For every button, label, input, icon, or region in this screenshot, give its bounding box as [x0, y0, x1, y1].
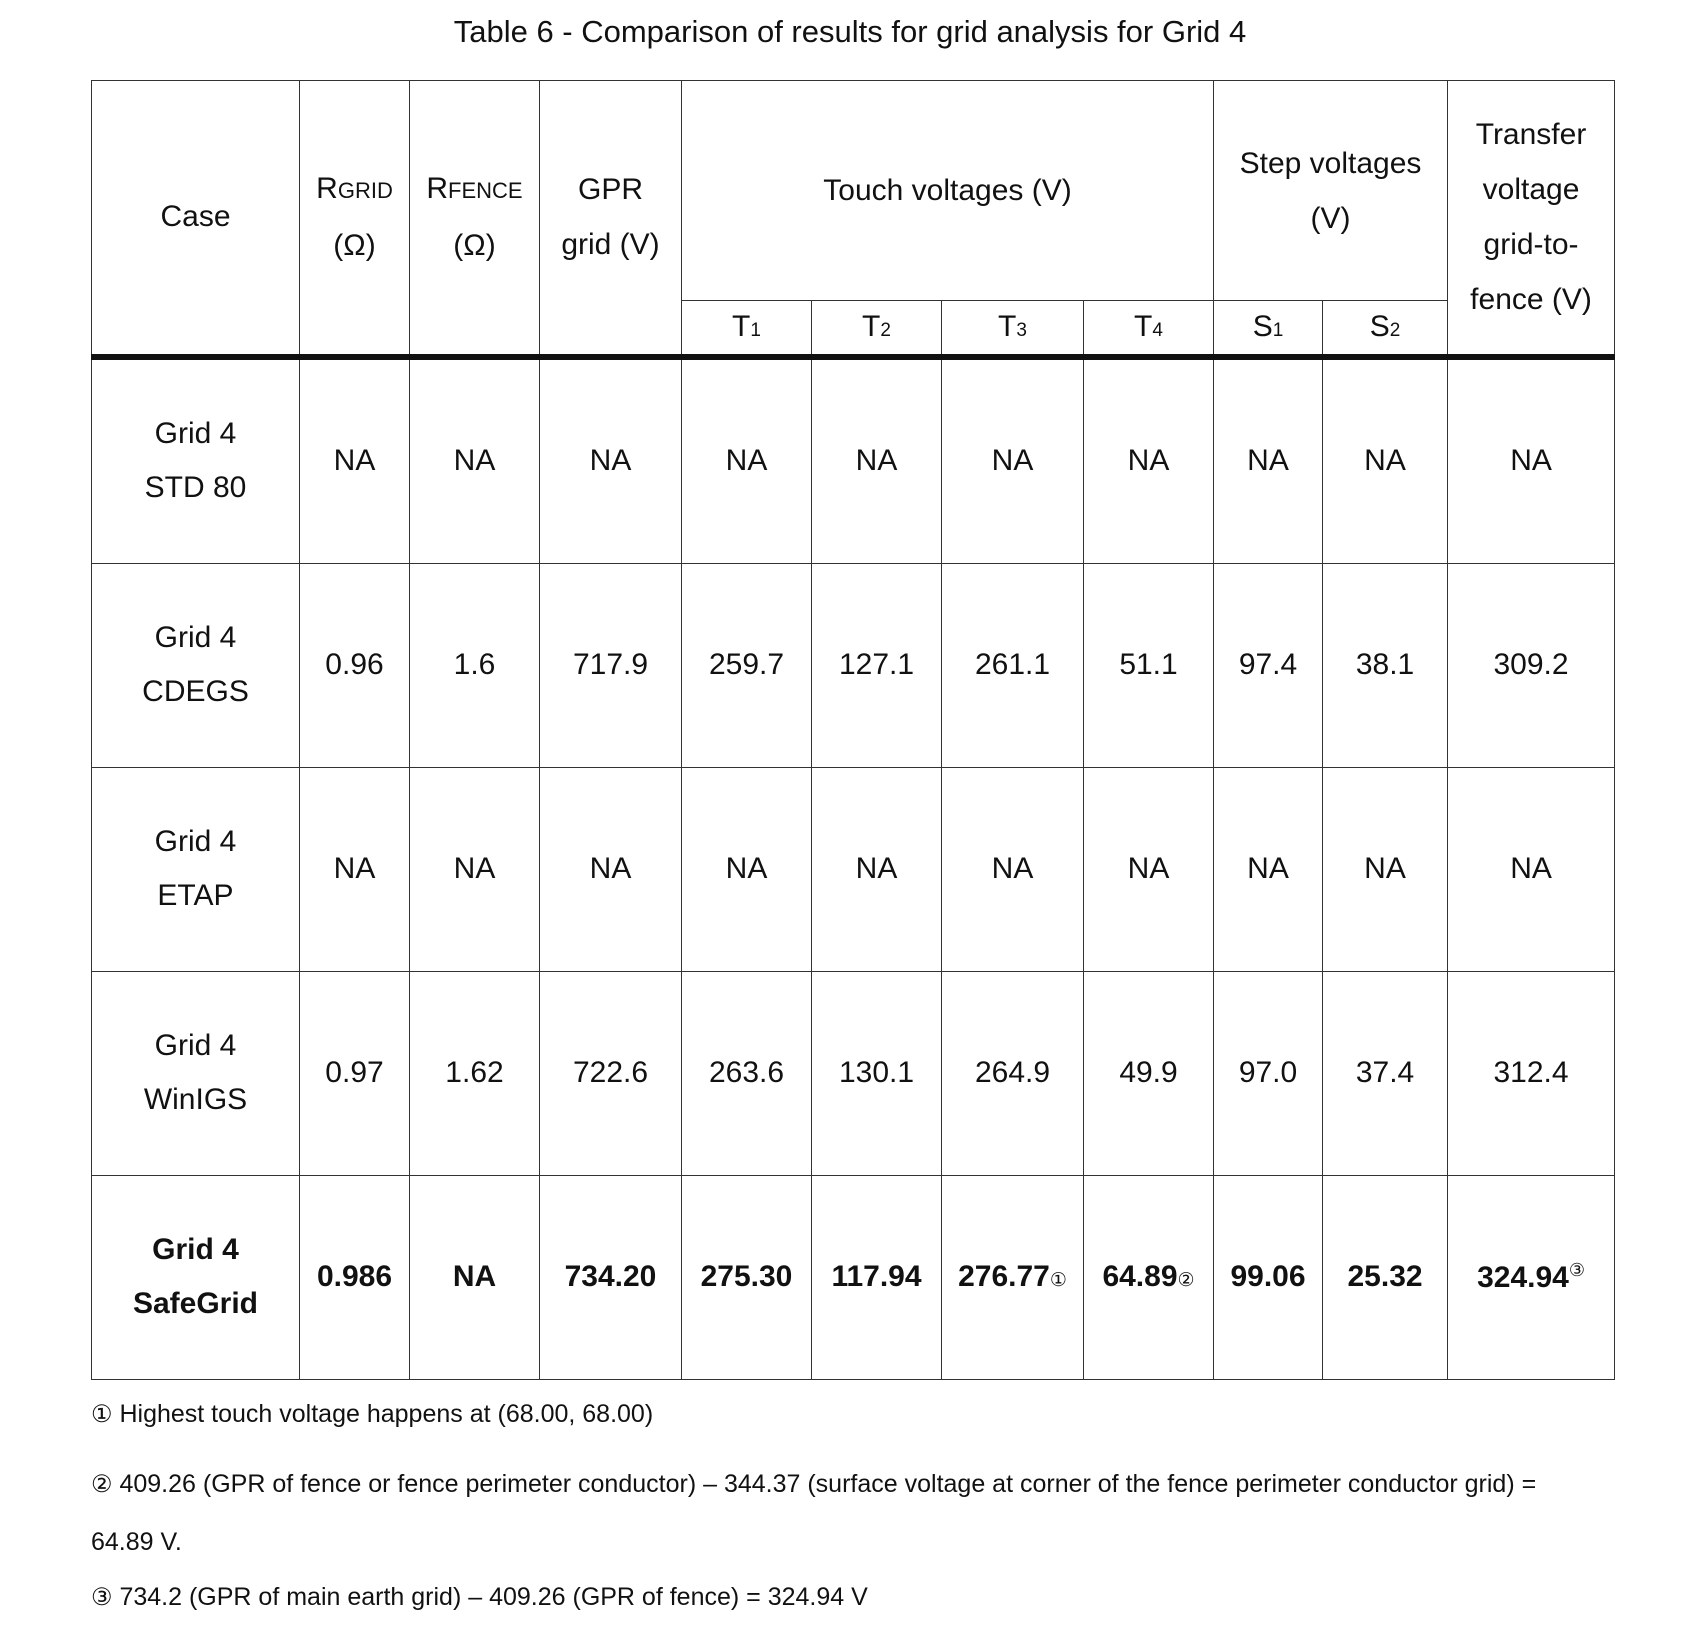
cell-s1: 99.06 [1214, 1175, 1323, 1379]
case-line2: STD 80 [144, 471, 247, 504]
header-t2 [812, 301, 942, 357]
table-title: Table 6 - Comparison of results for grid analysis for Grid 4 [453, 14, 1247, 49]
header-t3-sub: 3 [1016, 320, 1027, 342]
case-cell [92, 563, 300, 767]
table-row [92, 357, 1615, 564]
cell-t1: NA [682, 357, 812, 564]
header-t2-sub: 2 [880, 320, 891, 342]
footnote-3 [91, 1583, 868, 1612]
case-line1: Grid 4 [154, 621, 237, 654]
case-cell [92, 357, 300, 564]
header-s1-sub: 1 [1272, 320, 1284, 342]
footnote-mark-1: ① [1049, 1270, 1067, 1291]
header-case-label: Case [160, 200, 231, 234]
table-row [92, 563, 1615, 767]
footnote-3-mark: ③ [91, 1584, 113, 1611]
cell-t4-value: 64.89 [1102, 1260, 1178, 1293]
header-s2-sub: 2 [1389, 320, 1401, 342]
cell-s1: NA [1214, 357, 1323, 564]
header-step [1214, 81, 1448, 301]
header-step-line1: Step voltages [1239, 146, 1422, 180]
cell-rfence: 1.6 [410, 563, 540, 767]
header-transfer-line3: grid-to- [1483, 228, 1579, 262]
case-line2: CDEGS [142, 675, 249, 708]
cell-rfence: NA [410, 767, 540, 971]
header-rgrid-unit: (Ω) [333, 229, 376, 263]
table-row [92, 971, 1615, 1175]
case-line2: ETAP [157, 879, 234, 912]
case-line1: Grid 4 [154, 1029, 237, 1062]
header-case [92, 81, 300, 357]
cell-gpr: 734.20 [540, 1175, 682, 1379]
cell-t4: 51.1 [1084, 563, 1214, 767]
cell-t3: NA [942, 357, 1084, 564]
case-line1: Grid 4 [152, 1233, 239, 1266]
cell-gpr: 717.9 [540, 563, 682, 767]
cell-rgrid: 0.97 [300, 971, 410, 1175]
header-rfence [410, 81, 540, 357]
cell-t4: 49.9 [1084, 971, 1214, 1175]
case-cell [92, 767, 300, 971]
header-rgrid-r: R [316, 172, 338, 206]
cell-t4 [1084, 1175, 1214, 1379]
cell-s2: 25.32 [1323, 1175, 1448, 1379]
case-cell [92, 1175, 300, 1379]
cell-gpr: 722.6 [540, 971, 682, 1175]
cell-s2: 38.1 [1323, 563, 1448, 767]
header-t3-letter: T [998, 310, 1017, 344]
header-t1 [682, 301, 812, 357]
cell-t1: 275.30 [682, 1175, 812, 1379]
header-transfer-line4: fence (V) [1470, 283, 1592, 317]
cell-t3: 261.1 [942, 563, 1084, 767]
cell-t2: NA [812, 767, 942, 971]
footnote-1 [91, 1400, 653, 1429]
cell-t1: 263.6 [682, 971, 812, 1175]
cell-s2: 37.4 [1323, 971, 1448, 1175]
header-transfer-line2: voltage [1482, 173, 1580, 207]
footnote-2-cont: 64.89 V. [91, 1528, 182, 1556]
cell-s1: 97.4 [1214, 563, 1323, 767]
header-t3 [942, 301, 1084, 357]
case-line2: SafeGrid [132, 1287, 259, 1320]
cell-s2: NA [1323, 767, 1448, 971]
cell-t1: NA [682, 767, 812, 971]
header-rfence-unit: (Ω) [453, 229, 496, 263]
cell-s1: 97.0 [1214, 971, 1323, 1175]
header-s2-letter: S [1369, 310, 1390, 344]
footnote-3-text: 734.2 (GPR of main earth grid) – 409.26 (GPR of fence) = 324.94 V [112, 1583, 868, 1611]
cell-t4: NA [1084, 767, 1214, 971]
header-rfence-r: R [426, 172, 449, 206]
header-t1-letter: T [732, 310, 751, 344]
cell-transfer [1448, 1175, 1615, 1379]
header-t1-sub: 1 [750, 320, 761, 342]
cell-rgrid: NA [300, 767, 410, 971]
cell-transfer: 309.2 [1448, 563, 1615, 767]
cell-rfence: NA [410, 357, 540, 564]
cell-rfence: NA [410, 1175, 540, 1379]
footnote-mark-2: ② [1177, 1270, 1195, 1291]
footnote-1-text: Highest touch voltage happens at (68.00, 68.00) [112, 1400, 654, 1428]
header-gpr-line1: GPR [577, 173, 643, 207]
header-transfer [1448, 81, 1615, 357]
footnote-mark-3: ③ [1568, 1259, 1585, 1280]
cell-gpr: NA [540, 357, 682, 564]
header-transfer-line1: Transfer [1475, 118, 1587, 152]
header-t4-letter: T [1134, 310, 1153, 344]
table-row [92, 767, 1615, 971]
header-step-line2: (V) [1310, 201, 1351, 235]
footnote-2-text: 409.26 (GPR of fence or fence perimeter conductor) – 344.37 (surface voltage at corner of the fence perimeter conductor grid) = [112, 1470, 1537, 1498]
header-t2-letter: T [862, 310, 881, 344]
header-s1 [1214, 301, 1323, 357]
header-row-1 [92, 81, 1615, 301]
cell-rgrid: NA [300, 357, 410, 564]
cell-t3 [942, 1175, 1084, 1379]
header-gpr [540, 81, 682, 357]
cell-rgrid: 0.986 [300, 1175, 410, 1379]
case-cell [92, 971, 300, 1175]
cell-s1: NA [1214, 767, 1323, 971]
case-line1: Grid 4 [154, 825, 237, 858]
cell-t3: NA [942, 767, 1084, 971]
header-touch-label: Touch voltages (V) [823, 173, 1072, 207]
header-s2 [1323, 301, 1448, 357]
header-rgrid [300, 81, 410, 357]
table-row [92, 1175, 1615, 1379]
cell-s2: NA [1323, 357, 1448, 564]
header-rgrid-sub: GRID [337, 178, 393, 204]
cell-transfer: NA [1448, 767, 1615, 971]
cell-t3-value: 276.77 [958, 1260, 1050, 1293]
results-table [91, 80, 1615, 1380]
cell-t2: NA [812, 357, 942, 564]
cell-t4: NA [1084, 357, 1214, 564]
header-rfence-sub: FENCE [448, 178, 523, 204]
cell-t2: 127.1 [812, 563, 942, 767]
cell-t1: 259.7 [682, 563, 812, 767]
cell-t3: 264.9 [942, 971, 1084, 1175]
footnote-1-mark: ① [91, 1401, 113, 1428]
header-t4 [1084, 301, 1214, 357]
header-touch [682, 81, 1214, 301]
footnote-2-mark: ② [91, 1471, 113, 1498]
cell-gpr: NA [540, 767, 682, 971]
header-s1-letter: S [1252, 310, 1273, 344]
cell-rgrid: 0.96 [300, 563, 410, 767]
cell-transfer: 312.4 [1448, 971, 1615, 1175]
case-line1: Grid 4 [154, 417, 237, 450]
cell-transfer: NA [1448, 357, 1615, 564]
header-t4-sub: 4 [1152, 320, 1163, 342]
header-gpr-line2: grid (V) [561, 228, 660, 262]
cell-transfer-value: 324.94 [1477, 1260, 1569, 1294]
cell-t2: 117.94 [812, 1175, 942, 1379]
case-line2: WinIGS [143, 1083, 248, 1116]
footnote-2 [91, 1470, 1536, 1499]
cell-t2: 130.1 [812, 971, 942, 1175]
cell-rfence: 1.62 [410, 971, 540, 1175]
